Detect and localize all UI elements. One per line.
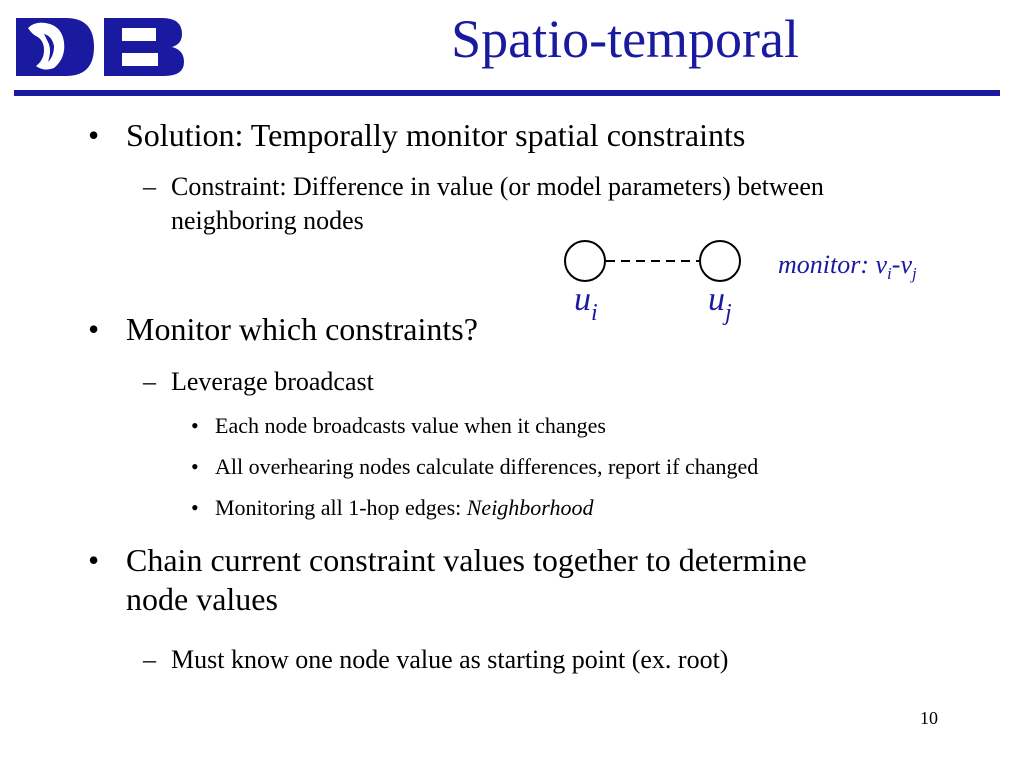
title-rule — [14, 90, 1000, 96]
monitor-label: monitor: $v_i-v_j$ — [778, 250, 917, 284]
node-i-label: $u_i$ — [574, 281, 598, 326]
bullet-1-sub-1-text: Constraint: Difference in value (or model parameters) between neighboring nodes — [171, 172, 824, 235]
node-j-circle — [700, 241, 740, 281]
bullet-1-sub-1 — [143, 170, 941, 238]
constraint-diagram — [556, 232, 756, 342]
bullet-2-item-1 — [191, 412, 606, 441]
page-number: 10 — [920, 708, 938, 728]
bullet-2-sub-1-text: Leverage broadcast — [171, 367, 374, 396]
slide-title: Spatio-temporal — [451, 9, 799, 69]
bullet-dot: • — [88, 542, 100, 578]
duke-logo — [14, 14, 186, 80]
node-i-circle — [565, 241, 605, 281]
bullet-2-item-2 — [191, 453, 759, 482]
bullet-2-item-3-text: Monitoring all 1-hop edges: — [215, 495, 467, 520]
bullet-dot: • — [191, 495, 199, 520]
neighborhood-term: Neighborhood — [466, 495, 594, 520]
node-j-label: $u_j$ — [708, 281, 732, 326]
bullet-2-item-1-text: Each node broadcasts value when it changes — [215, 413, 606, 438]
bullet-1 — [88, 116, 746, 155]
bullet-3-sub-1-text: Must know one node value as starting point (ex. root) — [171, 645, 729, 674]
bullet-dash: – — [143, 172, 156, 201]
bullet-dot: • — [88, 117, 100, 153]
bullet-dot: • — [191, 413, 199, 438]
bullet-3 — [88, 541, 826, 619]
bullet-dash: – — [143, 367, 156, 396]
bullet-2-item-2-text: All overhearing nodes calculate differences, report if changed — [215, 454, 759, 479]
bullet-dot: • — [88, 311, 100, 347]
bullet-1-text: Solution: Temporally monitor spatial constraints — [126, 117, 746, 153]
bullet-2-sub-1 — [143, 365, 374, 399]
bullet-dot: • — [191, 454, 199, 479]
bullet-3-text: Chain current constraint values together to determine node values — [126, 542, 807, 618]
bullet-2-item-3 — [191, 494, 594, 523]
bullet-3-sub-1 — [143, 643, 729, 677]
bullet-2 — [88, 310, 478, 349]
bullet-2-text: Monitor which constraints? — [126, 311, 478, 347]
bullet-dash: – — [143, 645, 156, 674]
